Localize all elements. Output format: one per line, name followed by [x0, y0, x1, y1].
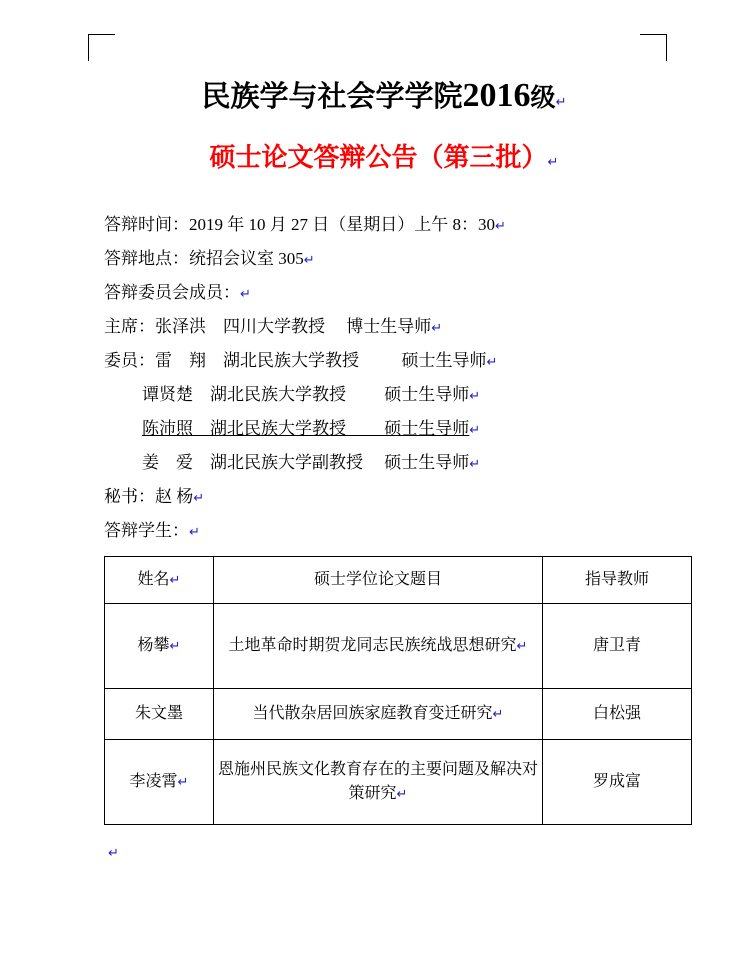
thesis-title-text: 当代散杂居回族家庭教育变迁研究: [252, 705, 493, 722]
thesis-title-cell: [214, 689, 543, 740]
committee-heading-line: [104, 284, 664, 301]
table-header-name: [105, 557, 214, 604]
table-header-advisor: [543, 557, 692, 604]
crop-mark-top-right: [640, 34, 667, 61]
committee-member-text-4: 姜 爱 湖北民族大学副教授 硕士生导师: [142, 453, 470, 472]
thesis-title-cell: [214, 604, 543, 689]
document-title-sub: [104, 137, 664, 174]
table-row: [105, 689, 692, 740]
paragraph-mark-icon: ↵: [169, 638, 181, 653]
paragraph-mark-icon: ↵: [303, 252, 315, 267]
paragraph-mark-icon: ↵: [492, 706, 504, 721]
secretary-line: [104, 488, 664, 505]
committee-heading-text: 答辩委员会成员：: [104, 283, 240, 302]
table-row: [105, 740, 692, 825]
student-name-cell: [105, 740, 214, 825]
table-header-title: [214, 557, 543, 604]
students-heading-line: [104, 522, 664, 539]
thesis-title-cell: [214, 740, 543, 825]
paragraph-mark-icon: ↵: [495, 218, 506, 233]
students-heading-text: 答辩学生：: [104, 521, 189, 540]
paragraph-mark-icon: ↵: [431, 320, 443, 335]
committee-member-text-3: 陈沛照 湖北民族大学教授 硕士生导师: [142, 419, 470, 438]
paragraph-mark-icon: ↵: [469, 388, 481, 403]
committee-chair-line: [104, 318, 664, 335]
advisor-cell: [543, 604, 692, 689]
advisor-cell: [543, 740, 692, 825]
paragraph-mark-icon: ↵: [193, 490, 205, 505]
paragraph-mark-icon: ↵: [177, 774, 189, 789]
student-name-cell: [105, 689, 214, 740]
advisor-text: 唐卫青: [592, 637, 641, 654]
students-table: [104, 556, 692, 825]
crop-mark-top-left: [88, 34, 115, 61]
advisor-text: 罗成富: [592, 773, 641, 790]
committee-member-text-2: 谭贤楚 湖北民族大学教授 硕士生导师: [142, 385, 470, 404]
paragraph-mark-icon: ↵: [108, 845, 119, 860]
title-grade: 级: [530, 85, 556, 112]
advisor-cell: [543, 689, 692, 740]
paragraph-mark-icon: ↵: [547, 154, 559, 169]
committee-member-text-1: 委员：雷 翔 湖北民族大学教授 硕士生导师: [104, 351, 487, 370]
paragraph-mark-icon: ↵: [240, 286, 251, 301]
paragraph-mark-icon: ↵: [516, 638, 528, 653]
table-header-advisor-text: 指导教师: [584, 571, 649, 588]
committee-member-line-4: [104, 454, 664, 471]
secretary-text: 秘书：赵 杨: [104, 487, 194, 506]
title-year: 2016: [462, 77, 531, 114]
thesis-title-text: 恩施州民族文化教育存在的主要问题及解决对策研究: [218, 761, 539, 802]
document-end-paragraph-mark: [104, 843, 664, 860]
table-header-row: [105, 557, 692, 604]
document-title-main: [104, 74, 664, 115]
defense-time-text: 答辩时间：2019 年 10 月 27 日（星期日）上午 8：30: [104, 215, 495, 234]
paragraph-mark-icon: ↵: [486, 354, 498, 369]
defense-place-text: 答辩地点：统招会议室 305: [104, 249, 304, 268]
title-sub-text: 硕士论文答辩公告（第三批）: [209, 143, 548, 172]
document-body: [104, 216, 664, 860]
student-name-text: 朱文墨: [134, 705, 183, 722]
student-name-text: 李凌霄: [129, 773, 178, 790]
paragraph-mark-icon: ↵: [469, 422, 481, 437]
table-header-title-text: 硕士学位论文题目: [313, 571, 442, 588]
paragraph-mark-icon: ↵: [169, 572, 181, 587]
title-department: 民族学与社会学学院: [201, 81, 463, 113]
student-name-text: 杨攀: [137, 637, 170, 654]
paragraph-mark-icon: ↵: [189, 524, 200, 539]
paragraph-mark-icon: ↵: [396, 786, 408, 801]
table-header-name-text: 姓名: [137, 571, 170, 588]
committee-member-line-2: [104, 386, 664, 403]
student-name-cell: [105, 604, 214, 689]
committee-member-line-1: [104, 352, 664, 369]
thesis-title-text: 土地革命时期贺龙同志民族统战思想研究: [228, 637, 517, 654]
paragraph-mark-icon: ↵: [469, 456, 481, 471]
advisor-text: 白松强: [592, 705, 641, 722]
defense-time-line: [104, 216, 664, 233]
committee-chair-text: 主席：张泽洪 四川大学教授 博士生导师: [104, 317, 432, 336]
defense-place-line: [104, 250, 664, 267]
table-row: [105, 604, 692, 689]
paragraph-mark-icon: ↵: [555, 94, 567, 109]
committee-member-line-3: [104, 420, 664, 437]
document-content: [104, 60, 664, 860]
